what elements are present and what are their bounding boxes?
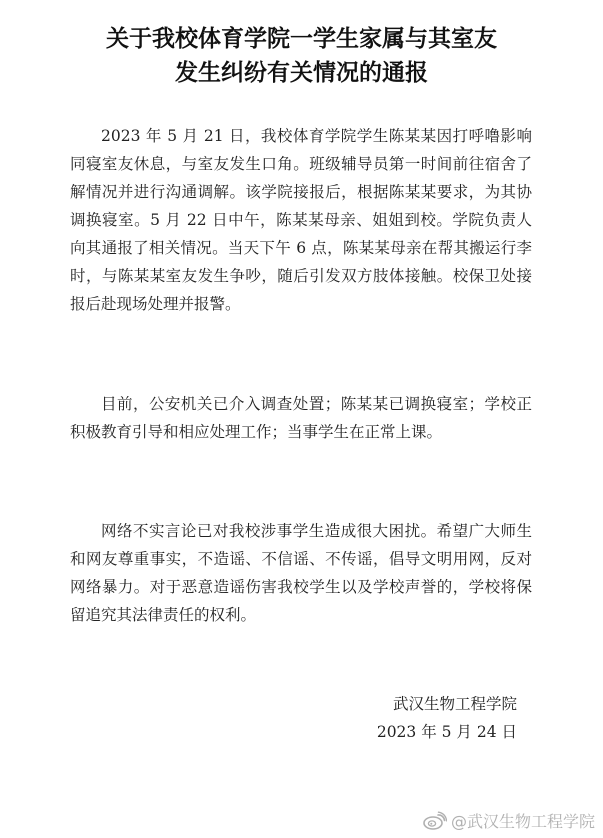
watermark-text: @武汉生物工程学院 xyxy=(450,812,595,831)
weibo-icon xyxy=(423,811,447,830)
paragraph-incident: 2023 年 5 月 21 日，我校体育学院学生陈某某因打呼噜影响同寝室友休息，与室友发生口角。班级辅导员第一时间前往宿舍了解情况并进行沟通调解。该学院接报后，根据陈某某要求，为其协调换寝室。5 月 22 日中午，陈某某母亲、姐姐到校。学院负责人向其通报了相关情况。当天下午 6 点，陈某某母亲在帮其搬运行李时，与陈某某室友发生争吵，随后引发双方肢体接触。校保卫处接报后赴现场处理并报警。 xyxy=(70,127,532,313)
document-title xyxy=(60,22,543,90)
weibo-watermark xyxy=(423,809,595,832)
signature-organization: 武汉生物工程学院 xyxy=(392,695,517,713)
signature-date: 2023 年 5 月 24 日 xyxy=(376,723,517,741)
paragraph-status: 目前，公安机关已介入调查处置；陈某某已调换寝室；学校正积极教育引导和相应处理工作；当事学生在正常上课。 xyxy=(70,395,532,441)
paragraph-appeal: 网络不实言论已对我校涉事学生造成很大困扰。希望广大师生和网友尊重事实，不造谣、不信谣、不传谣，倡导文明用网，反对网络暴力。对于恶意造谣伤害我校学生以及学校声誉的，学校将保留追究其法律责任的权利。 xyxy=(70,522,532,624)
title-line-1: 关于我校体育学院一学生家属与其室友 xyxy=(106,25,497,52)
title-line-2: 发生纠纷有关情况的通报 xyxy=(175,59,428,86)
